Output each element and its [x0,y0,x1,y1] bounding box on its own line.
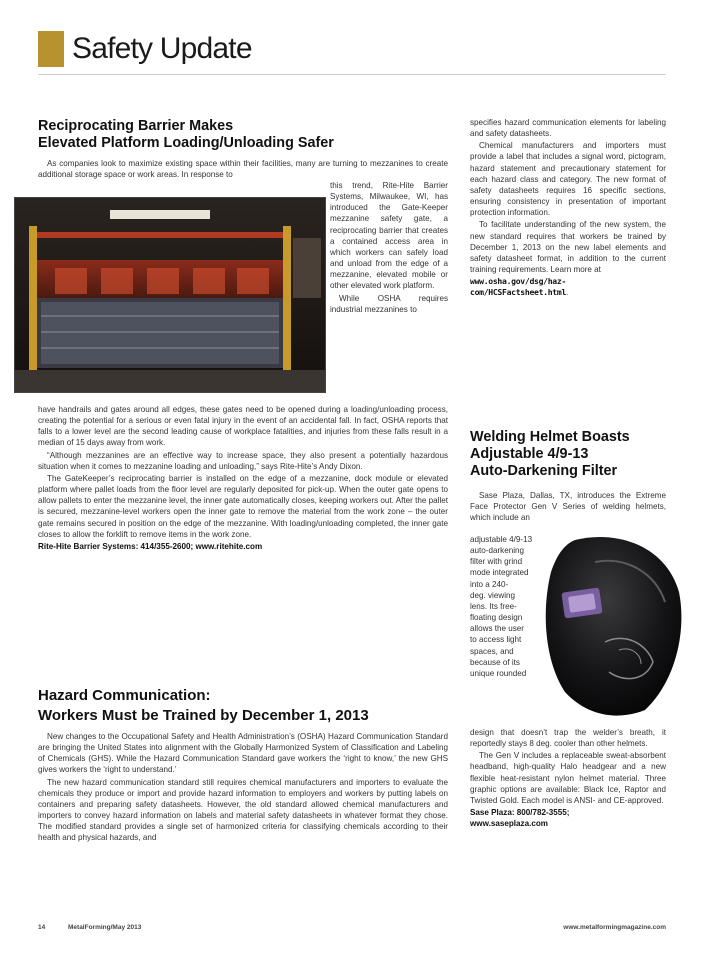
paragraph: To facilitate understanding of the new system, the new standard requires that workers be trained by December 1, 2013 on the new label elements and safety datasheet format, in addition to the current training requirements. Learn more at [470,220,666,275]
paragraph: As companies look to maximize existing space within their facilities, many are turning to mezzanines to create additional storage space or work areas. In response to [38,159,448,180]
header-accent-block [38,31,64,67]
article-title-barrier: Reciprocating Barrier Makes Elevated Platform Loading/Unloading Safer [38,118,334,151]
mezzanine-gate-image [15,198,325,392]
paragraph: New changes to the Occupational Safety and Health Administration’s (OSHA) Hazard Communication Standard are bringing the United States into alignment with the Globally Harmonized System of Classification and Labeling of Chemicals (GHS). While the Hazard Communication Standard gave workers the ‘right to know,’ the new GHS gives workers the ‘right to understand.’ [38,732,448,775]
article-hazard-body [38,731,448,845]
article-hazard-continued [470,117,666,300]
page-number: 14 [38,924,46,931]
paragraph: specifies hazard communication elements for labeling and safety datasheets. [470,118,666,139]
article-helmet-body [470,727,666,830]
osha-link[interactable]: www.osha.gov/dsg/haz- com/HCSFactsheet.html. [470,276,569,298]
magazine-issue: MetalForming/May 2013 [68,924,142,931]
paragraph: “Although mezzanines are an effective way to increase space, they also present a potentially hazardous situation when it comes to mezzanine loading and unloading,” says Rite-Hite’s Andy Dixon. [38,450,448,471]
paragraph: Sase Plaza, Dallas, TX, introduces the Extreme Face Protector Gen V Series of welding helmets, which include an [470,491,666,523]
paragraph: The Gen V includes a replaceable sweat-absorbent headband, high-quality Halo headgear and a new flexible heat-resistant nylon helmet material. Three graphic options are available: Black Ice, Raptor and Twisted Gold. Each model is ANSI- and CE-approved. [470,751,666,805]
paragraph: adjustable 4/9-13 auto-darkening filter with grind mode integrated into a 240- deg. viewing lens. Its free- floating design allows the user to access light spaces, and because of its unique rounded [470,535,533,678]
helmet-image [535,532,685,717]
article-helmet-intro [470,490,666,524]
section-header [38,30,252,68]
article-title-hazard: Hazard Communication: Workers Must be Trained by December 1, 2013 [38,687,369,724]
section-title: Safety Update [72,32,252,65]
paragraph: have handrails and gates around all edges, these gates need to be opened during a loading/unloading process, creating the potential for a serious or even fatal injury in the event of an accidental fall. In fact, OSHA reports that falls to a lower level are the second leading cause of workplace fatalities, and injuries from these falls result in a median of 15 days away from work. [38,405,448,448]
paragraph: Chemical manufacturers and importers must provide a label that includes a signal word, pictogram, hazard statement and precautionary statement for each hazard class and category. The new format of safety datasheets requires 16 specific sections, ensuring consistency in presentation of important protection information. [470,141,666,218]
article-title-helmet: Welding Helmet Boasts Adjustable 4/9-13 Auto-Darkening Filter [470,429,630,479]
paragraph: this trend, Rite-Hite Barrier Systems, Milwaukee, WI, has introduced the Gate-Keeper mezzanine safety gate, a reciprocating barrier that creates a contained access area in which workers can safely load and unload from the edge of a mezzanine, elevated mobile or other elevated work platform. [330,181,448,291]
header-rule [38,74,666,75]
article-barrier-body [38,404,448,553]
paragraph: The new hazard communication standard still requires chemical manufacturers and importers to evaluate the chemicals they produce or import and provide hazard information to employers and workers by putting labels on containers and preparing safety datasheets. However, the old standard allowed chemical manufacturers and importers to convey hazard information on labels and material safety datasheets in whatever format they chose. The modified standard provides a single set of harmonized criteria for classifying chemicals according to their health and physical hazards, and [38,777,448,843]
paragraph: design that doesn’t trap the welder’s breath, it reportedly stays 8 deg. cooler than other helmets. [470,728,666,749]
article-barrier-intro [38,158,448,181]
contact-line: Rite-Hite Barrier Systems: 414/355-2600; www.ritehite.com [38,541,263,551]
article-barrier-wrap-text [330,180,448,316]
paragraph: While OSHA requires industrial mezzanines to [330,293,448,314]
contact-line: Sase Plaza: 800/782-3555; www.saseplaza.com [470,808,570,829]
article-helmet-wrap-text [470,534,536,680]
welding-helmet-photo [535,532,685,717]
paragraph: The GateKeeper’s reciprocating barrier is installed on the edge of a mezzanine, dock module or elevated platform where pallet loads from the floor level are regularly deposited for pick-up. When the outer gate opens to allow pallets to enter the mezzanine level, the inner gate automatically closes, keeping workers out. After the pallet is secured, mezzanine-level workers open the inner gate to remove the material from the work zone – the outer gate remains secured in position on the edge of the mezzanine. With loading/unloading completed, the inner gate closes to allow the forklift to remove items in the work zone. [38,473,448,539]
footer-website-link[interactable]: www.metalformingmagazine.com [563,924,666,931]
barrier-photo [14,197,326,393]
